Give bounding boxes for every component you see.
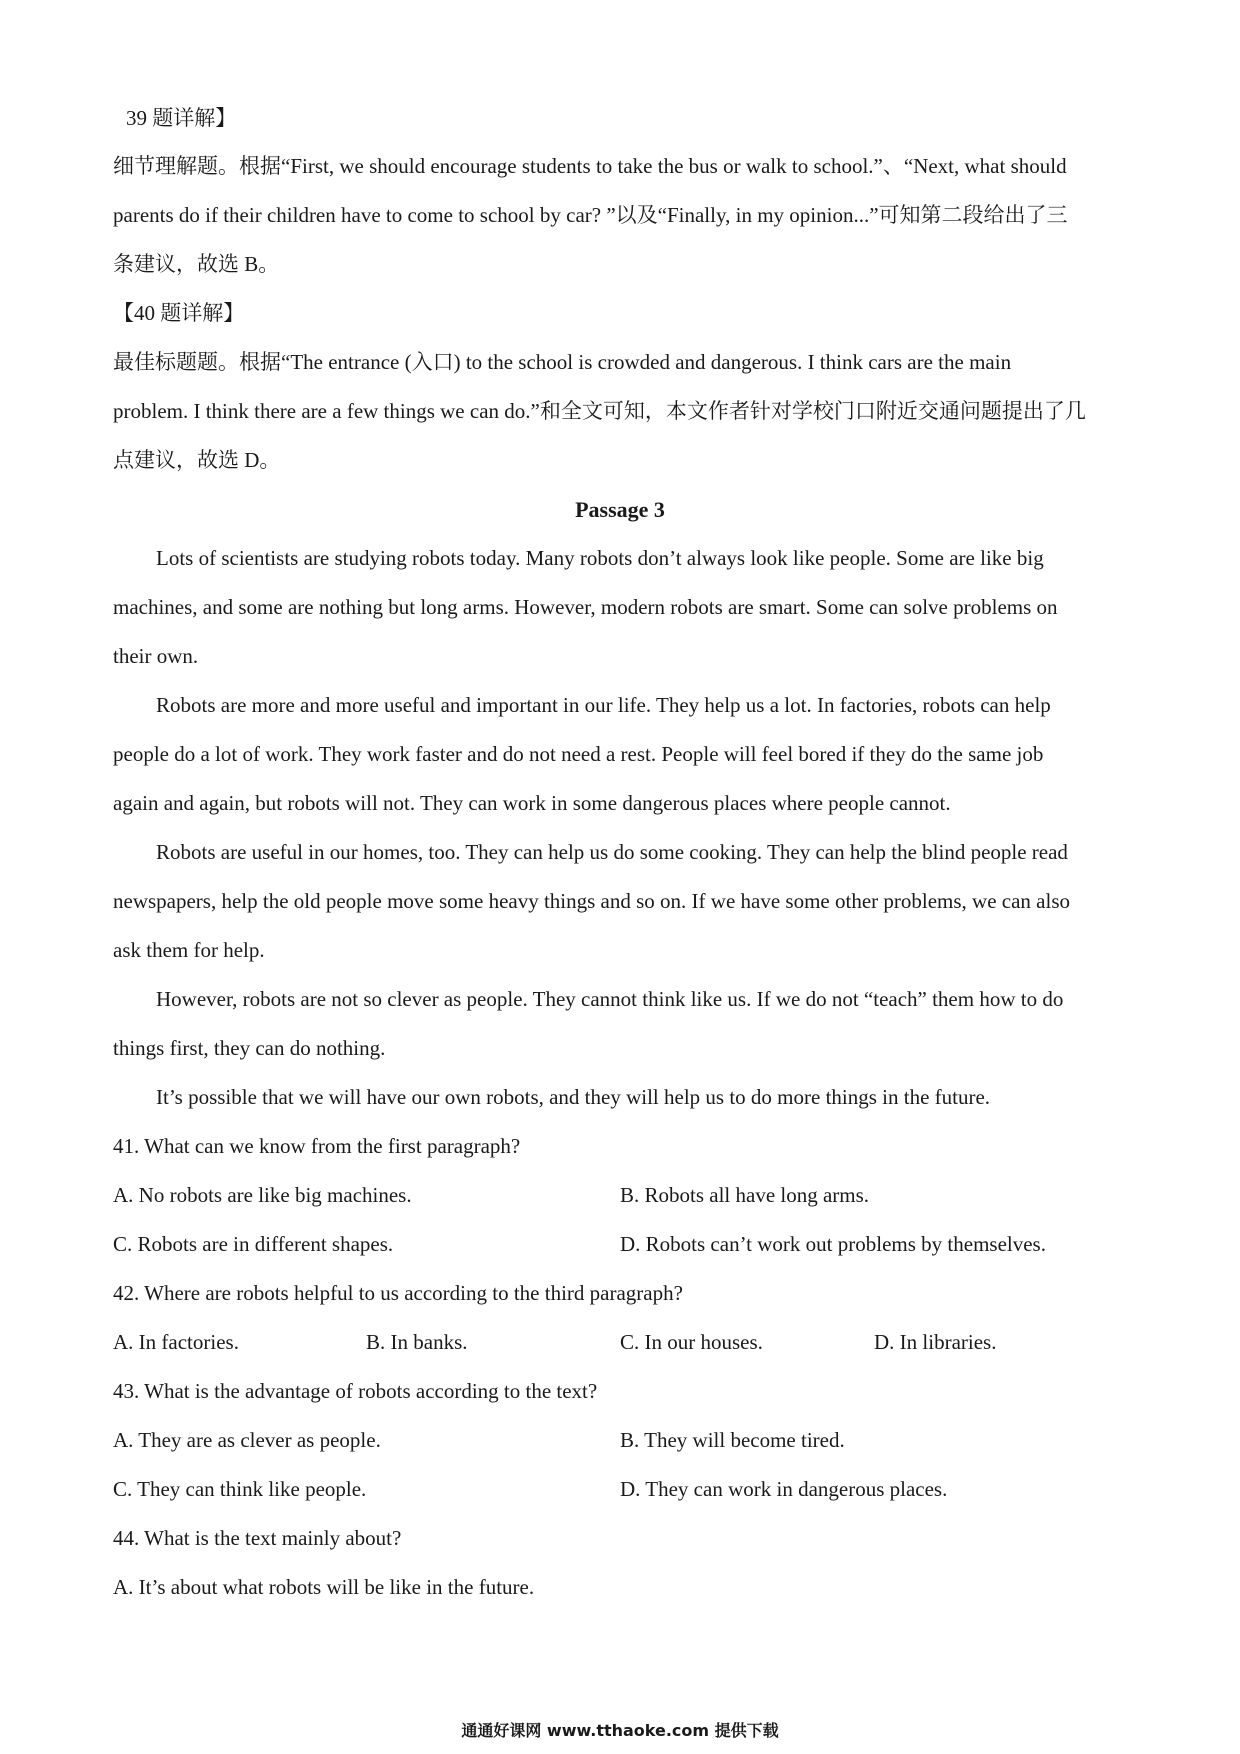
- passage-line: things first, they can do nothing.: [113, 1036, 386, 1060]
- question-stem: 44. What is the text mainly about?: [113, 1526, 402, 1550]
- option-b: B. Robots all have long arms.: [620, 1183, 870, 1207]
- passage-line: Robots are more and more useful and important in our life. They help us a lot. In factories, robots can help: [156, 693, 1051, 717]
- passage-line: again and again, but robots will not. They can work in some dangerous places where people cannot.: [113, 791, 951, 815]
- q39-line: 细节理解题。根据“First, we should encourage students to take the bus or walk to school.”、“Next, what should: [113, 154, 1067, 178]
- option-a: A. No robots are like big machines.: [113, 1183, 412, 1207]
- option-c: C. They can think like people.: [113, 1477, 367, 1501]
- question-stem: 42. Where are robots helpful to us according to the third paragraph?: [113, 1281, 683, 1305]
- option-a: A. They are as clever as people.: [113, 1428, 381, 1452]
- option-b: B. In banks.: [366, 1330, 468, 1354]
- passage-line: However, robots are not so clever as people. They cannot think like us. If we do not “teach” them how to do: [156, 987, 1064, 1011]
- q39-heading: 39 题详解】: [126, 106, 237, 130]
- q40-line: 最佳标题题。根据“The entrance (入口) to the school is crowded and dangerous. I think cars are the main: [113, 350, 1012, 374]
- q40-line: 点建议，故选 D。: [113, 448, 281, 472]
- option-d: D. They can work in dangerous places.: [620, 1477, 948, 1501]
- passage-line: It’s possible that we will have our own robots, and they will help us to do more things in the future.: [156, 1085, 991, 1109]
- q40-line: problem. I think there are a few things we can do.”和全文可知，本文作者针对学校门口附近交通问题提出了几: [113, 399, 1086, 423]
- option-d: D. In libraries.: [874, 1330, 997, 1354]
- passage-line: newspapers, help the old people move some heavy things and so on. If we have some other problems, we can also: [113, 889, 1070, 913]
- passage-line: Lots of scientists are studying robots today. Many robots don’t always look like people. Some are like big: [156, 546, 1044, 570]
- option-c: C. In our houses.: [620, 1330, 763, 1354]
- q39-line: parents do if their children have to come to school by car? ”以及“Finally, in my opinion...”可知第二段给出了三: [113, 203, 1068, 227]
- option-b: B. They will become tired.: [620, 1428, 845, 1452]
- passage-line: ask them for help.: [113, 938, 265, 962]
- q39-line: 条建议，故选 B。: [113, 252, 280, 276]
- option-a: A. It’s about what robots will be like in the future.: [113, 1575, 535, 1599]
- option-d: D. Robots can’t work out problems by themselves.: [620, 1232, 1046, 1256]
- option-a: A. In factories.: [113, 1330, 239, 1354]
- question-stem: 43. What is the advantage of robots according to the text?: [113, 1379, 598, 1403]
- passage-line: Robots are useful in our homes, too. They can help us do some cooking. They can help the blind people read: [156, 840, 1068, 864]
- passage-line: their own.: [113, 644, 199, 668]
- page-footer: 通通好课网 www.tthaoke.com 提供下载: [461, 1721, 779, 1740]
- option-c: C. Robots are in different shapes.: [113, 1232, 394, 1256]
- q40-heading: 【40 题详解】: [113, 301, 245, 325]
- passage-line: people do a lot of work. They work faster and do not need a rest. People will feel bored if they do the same job: [113, 742, 1044, 766]
- question-stem: 41. What can we know from the first paragraph?: [113, 1134, 521, 1158]
- passage-title: Passage 3: [575, 497, 665, 522]
- passage-line: machines, and some are nothing but long arms. However, modern robots are smart. Some can solve problems on: [113, 595, 1058, 619]
